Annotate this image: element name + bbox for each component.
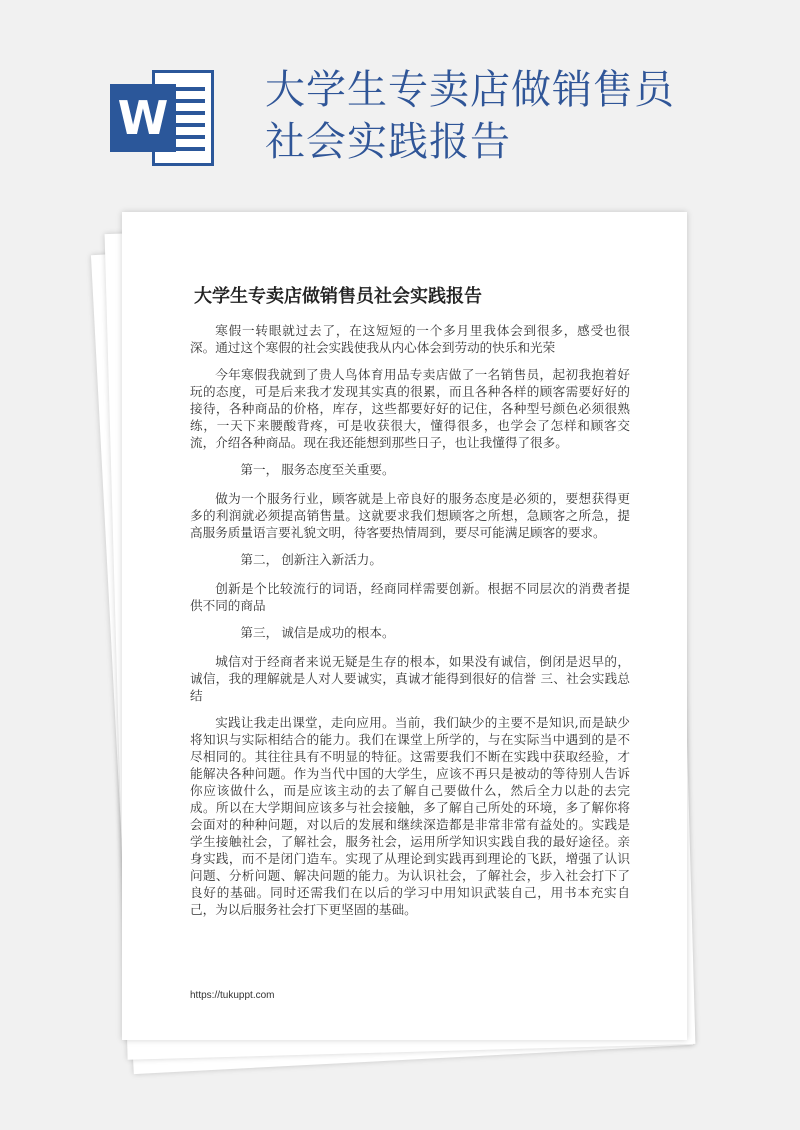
document-page <box>122 212 687 1040</box>
section-heading-2-text: 创新注入新活力。 <box>281 552 382 567</box>
paragraph-service: 做为一个服务行业，顾客就是上帝良好的服务态度是必须的，要想获得更多的利润就必须提高销售量。这就要求我们想顾客之所想，急顾客之所急，提高服务质量语言要礼貌文明，待客要热情周到，要尽可能满足顾客的要求。 <box>190 491 630 540</box>
paragraph-summary: 实践让我走出课堂，走向应用。当前，我们缺少的主要不是知识,而是缺少将知识与实际相结合的能力。我们在课堂上所学的，与在实际当中遇到的是不尽相同的。其往往具有不明显的特征。这需要我们不断在实践中获取经验，才能解决各种问题。作为当代中国的大学生，应该不再只是被动的等待别人告诉你应该做什么，而是应该主动的去了解自己要做什么，然后全力以赴的去完成。所以在大学期间应该多与社会接触，多了解自己所处的环境，多了解你将会面对的种种问题，对以后的发展和继续深造都是非常非常有益处的。实践是学生接触社会，了解社会，服务社会，运用所学知识实践自我的最好途径。亲身实践，而不是闭门造车。实现了从理论到实践再到理论的飞跃，增强了认识问题、分析问题、解决问题的能力。为认识社会，了解社会，步入社会打下了良好的基础。同时还需我们在以后的学习中用知识武装自己，用书本充实自己，为以后服务社会打下更坚固的基础。 <box>190 715 630 917</box>
page-title-line-1: 大学生专卖店做销售员 <box>265 67 675 113</box>
section-heading-1-text: 服务态度至关重要。 <box>281 462 395 477</box>
paragraph-innovation: 创新是个比较流行的词语，经商同样需要创新。根据不同层次的消费者提供不同的商品 <box>190 581 630 613</box>
section-heading-3-label: 第三， <box>240 625 279 640</box>
word-document-icon <box>108 70 220 166</box>
document-body <box>190 322 630 928</box>
section-heading-3 <box>190 624 630 641</box>
word-badge: W <box>110 84 176 152</box>
page-title <box>265 64 725 168</box>
section-heading-3-text: 诚信是成功的根本。 <box>281 625 395 640</box>
section-heading-1-label: 第一， <box>240 462 279 477</box>
paragraph-integrity: 城信对于经商者来说无疑是生存的根本，如果没有诚信，倒闭是迟早的，诚信，我的理解就是人对人要诚实，真诚才能得到很好的信誉 三、社会实践总结 <box>190 654 630 703</box>
page-title-line-2: 社会实践报告 <box>265 119 511 165</box>
section-heading-2 <box>190 551 630 568</box>
paragraph-intro: 寒假一转眼就过去了，在这短短的一个多月里我体会到很多，感受也很深。通过这个寒假的社会实践使我从内心体会到劳动的快乐和光荣 <box>190 323 630 355</box>
source-url: https://tukuppt.com <box>190 990 275 1001</box>
paragraph-experience: 今年寒假我就到了贵人鸟体育用品专卖店做了一名销售员，起初我抱着好玩的态度，可是后来我才发现其实真的很累，而且各种各样的顾客需要好好的接待，各种商品的价格，库存，这些都要好好的记住，各种型号颜色必须很熟练，一天下来腰酸背疼，可是收获很大，懂得很多，也学会了怎样和顾客交流，介绍各种商品。现在我还能想到那些日子，也让我懂得了很多。 <box>190 367 630 450</box>
header <box>0 0 800 200</box>
section-heading-2-label: 第二， <box>240 552 279 567</box>
document-title: 大学生专卖店做销售员社会实践报告 <box>194 286 482 307</box>
section-heading-1 <box>190 461 630 478</box>
